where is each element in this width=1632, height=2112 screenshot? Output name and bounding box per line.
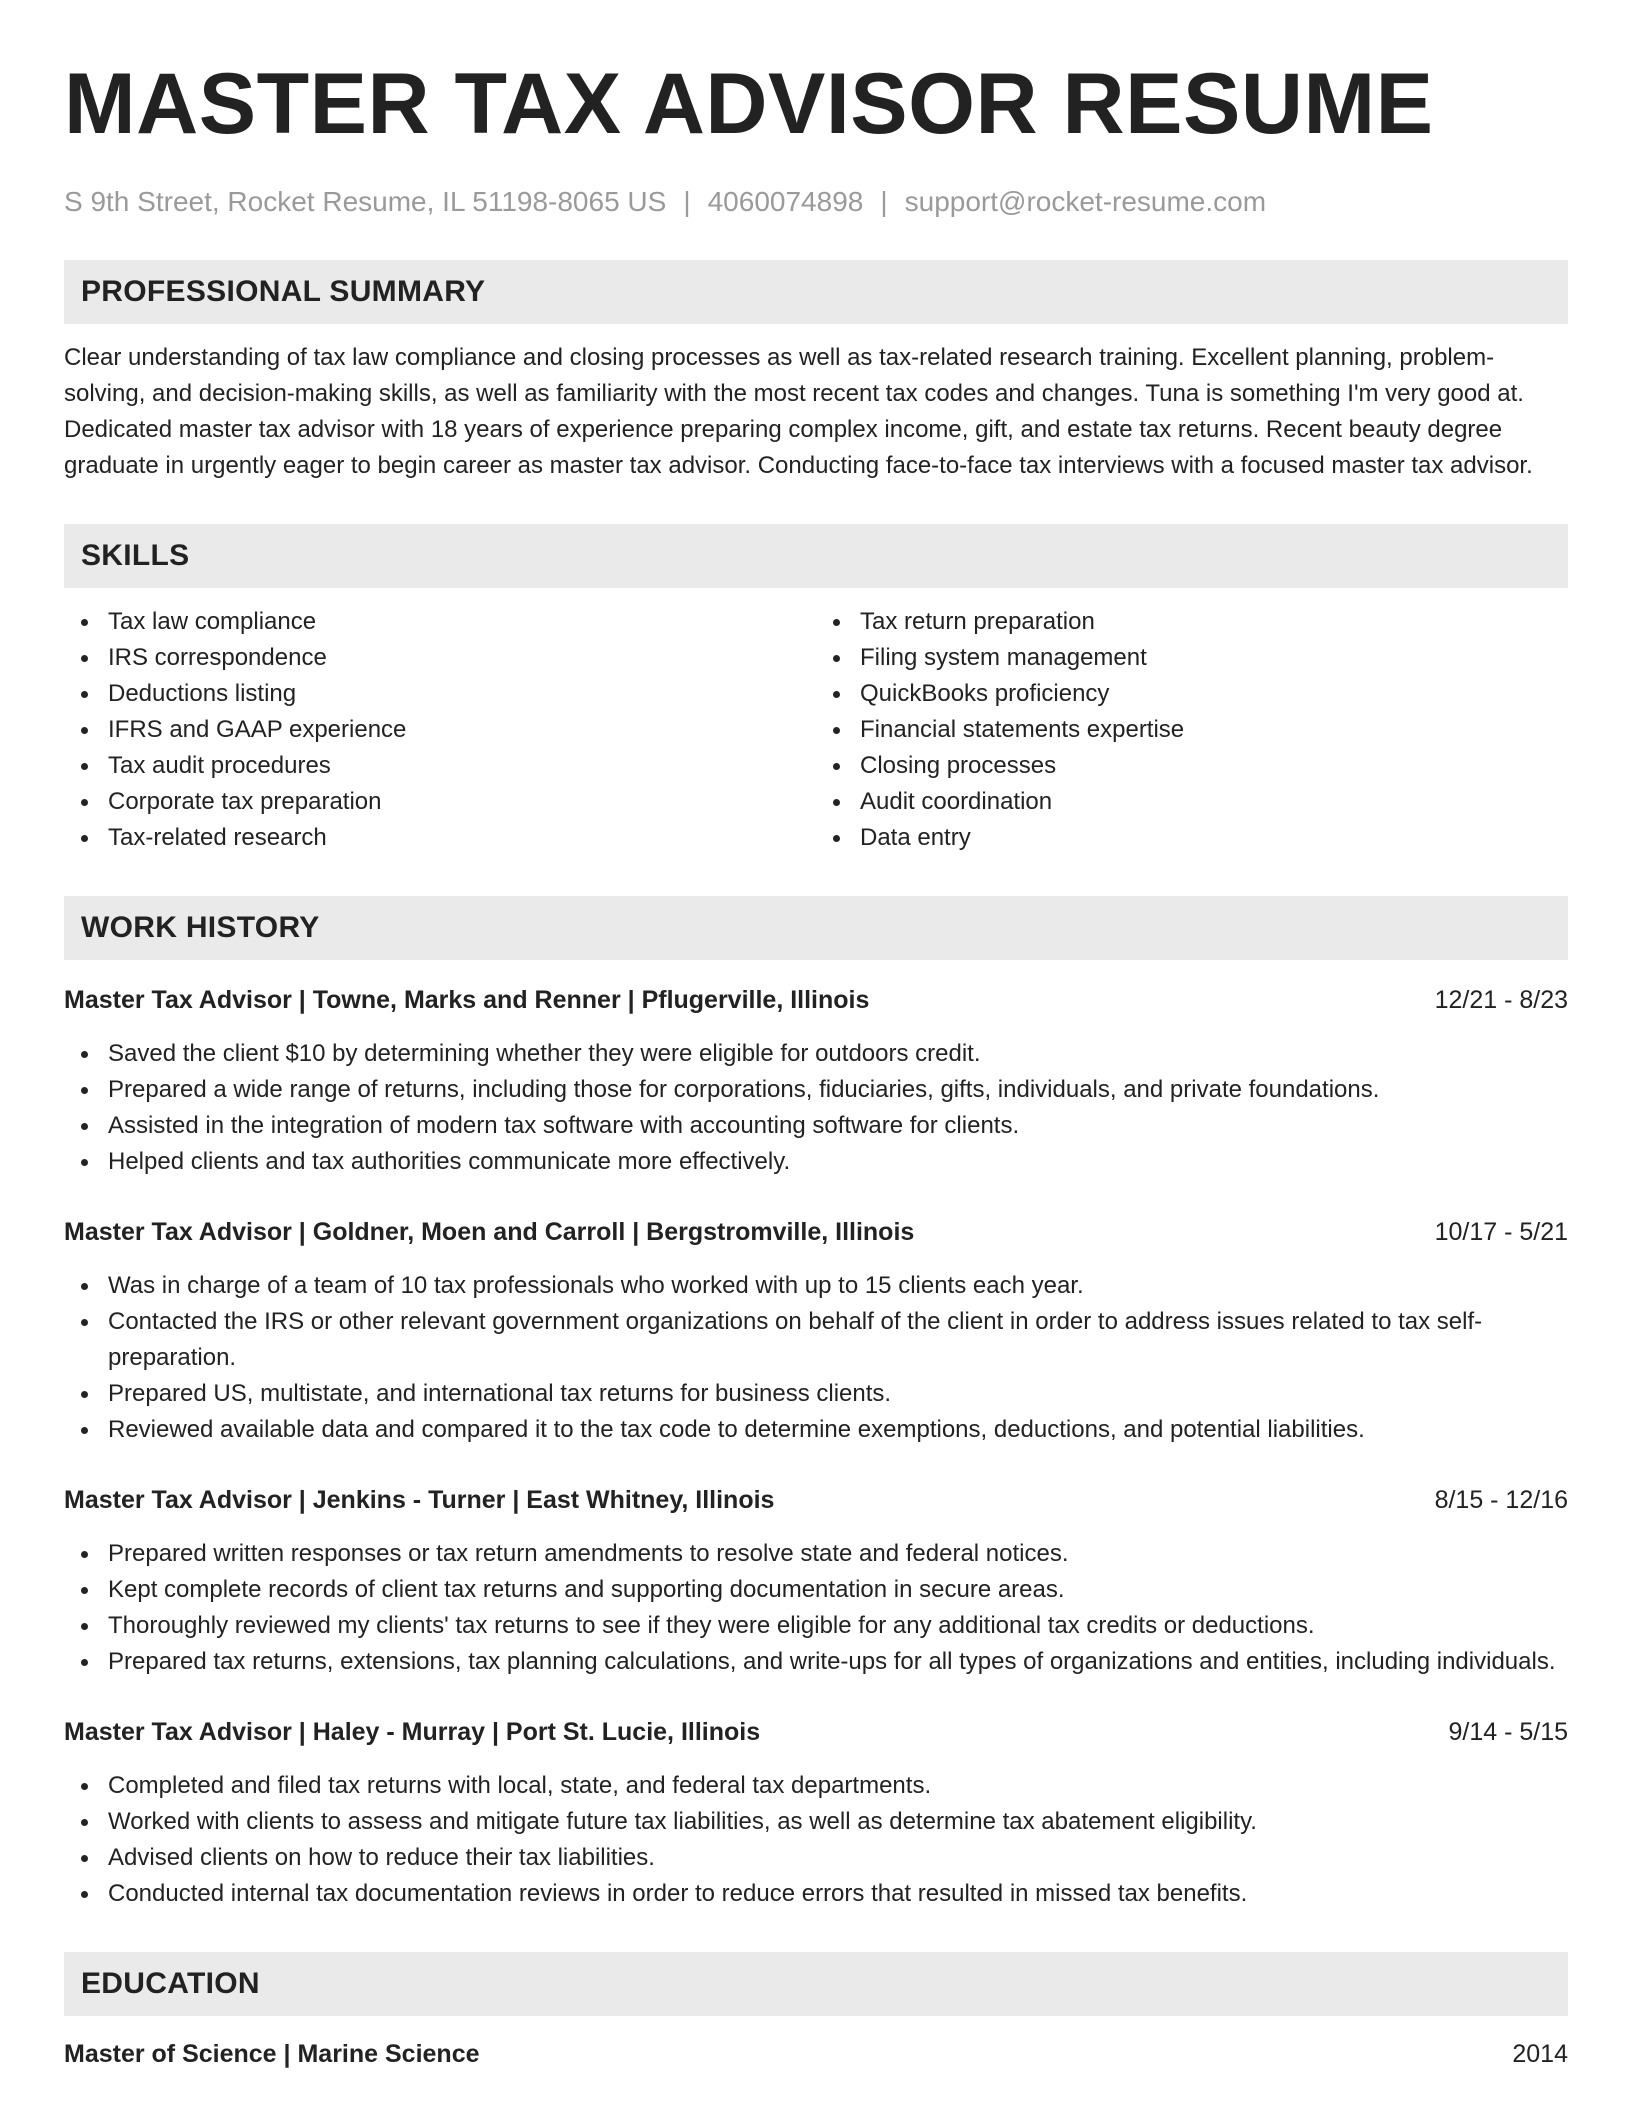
skills-right-list: [816, 604, 1568, 856]
job-entry: [64, 1214, 1568, 1448]
skill-item: Data entry: [860, 820, 1568, 856]
job-bullet: Conducted internal tax documentation reviews in order to reduce errors that resulted in missed tax benefits.: [108, 1876, 1568, 1912]
summary-text: Clear understanding of tax law compliance and closing processes as well as tax-related research training. Excellent planning, problem-solving, and decision-making skills, as well as familiarity with the most recent tax codes and changes. Tuna is something I'm very good at. Dedicated master tax advisor with 18 years of experience preparing complex income, gift, and estate tax returns. Recent beauty degree graduate in urgently eager to begin career as master tax advisor. Conducting face-to-face tax interviews with a focused master tax advisor.: [64, 344, 1533, 479]
job-bullet: Advised clients on how to reduce their tax liabilities.: [108, 1840, 1568, 1876]
job-bullet: Contacted the IRS or other relevant government organizations on behalf of the client in order to address issues related to tax self-preparation.: [108, 1304, 1568, 1376]
work-history-section: [64, 896, 1568, 1912]
summary-heading: PROFESSIONAL SUMMARY: [64, 260, 1568, 324]
contact-separator: |: [683, 186, 691, 217]
degree-year: 2014: [1512, 2040, 1568, 2068]
job-entry: [64, 1714, 1568, 1912]
contact-email: support@rocket-resume.com: [904, 186, 1267, 217]
skills-section: [64, 524, 1568, 856]
job-bullet: Was in charge of a team of 10 tax professionals who worked with up to 15 clients each year.: [108, 1268, 1568, 1304]
contact-line: [64, 184, 1568, 220]
skill-item: Tax-related research: [108, 820, 816, 856]
job-header: [64, 1214, 1568, 1250]
contact-separator: |: [880, 186, 888, 217]
skills-left-list: [64, 604, 816, 856]
education-section: [64, 1952, 1568, 2072]
job-bullet: Assisted in the integration of modern tax software with accounting software for clients.: [108, 1108, 1568, 1144]
job-header: [64, 982, 1568, 1018]
job-dates: 9/14 - 5/15: [1448, 1718, 1568, 1746]
job-bullet: Saved the client $10 by determining whether they were eligible for outdoors credit.: [108, 1036, 1568, 1072]
job-header: [64, 1482, 1568, 1518]
job-dates: 12/21 - 8/23: [1434, 986, 1568, 1014]
resume-title: MASTER TAX ADVISOR RESUME: [64, 56, 1434, 152]
skill-item: QuickBooks proficiency: [860, 676, 1568, 712]
job-entry: [64, 982, 1568, 1180]
skill-item: Financial statements expertise: [860, 712, 1568, 748]
job-bullet: Prepared tax returns, extensions, tax planning calculations, and write-ups for all types of organizations and entities, including individuals.: [108, 1644, 1568, 1680]
education-entry: [64, 2036, 1568, 2072]
degree-title: Master of Science | Marine Science: [64, 2040, 480, 2068]
job-bullets: [64, 1768, 1568, 1912]
job-header: [64, 1714, 1568, 1750]
work-history-heading: WORK HISTORY: [64, 896, 1568, 960]
job-bullet: Reviewed available data and compared it to the tax code to determine exemptions, deductions, and potential liabilities.: [108, 1412, 1568, 1448]
job-bullet: Worked with clients to assess and mitigate future tax liabilities, as well as determine tax abatement eligibility.: [108, 1804, 1568, 1840]
job-bullets: [64, 1036, 1568, 1180]
skill-item: IRS correspondence: [108, 640, 816, 676]
job-entry: [64, 1482, 1568, 1680]
skill-item: Deductions listing: [108, 676, 816, 712]
job-bullet: Prepared written responses or tax return amendments to resolve state and federal notices.: [108, 1536, 1568, 1572]
education-heading: EDUCATION: [64, 1952, 1568, 2016]
job-title: Master Tax Advisor | Towne, Marks and Renner | Pflugerville, Illinois: [64, 986, 870, 1014]
skill-item: Tax return preparation: [860, 604, 1568, 640]
skill-item: Tax audit procedures: [108, 748, 816, 784]
job-bullet: Prepared US, multistate, and international tax returns for business clients.: [108, 1376, 1568, 1412]
job-bullet: Kept complete records of client tax returns and supporting documentation in secure areas.: [108, 1572, 1568, 1608]
skill-item: Corporate tax preparation: [108, 784, 816, 820]
job-bullets: [64, 1536, 1568, 1680]
summary-section: [64, 260, 1568, 484]
job-title: Master Tax Advisor | Haley - Murray | Port St. Lucie, Illinois: [64, 1718, 761, 1746]
skill-item: IFRS and GAAP experience: [108, 712, 816, 748]
skills-heading: SKILLS: [64, 524, 1568, 588]
skill-item: Audit coordination: [860, 784, 1568, 820]
job-dates: 10/17 - 5/21: [1434, 1218, 1568, 1246]
job-bullet: Completed and filed tax returns with local, state, and federal tax departments.: [108, 1768, 1568, 1804]
job-bullets: [64, 1268, 1568, 1448]
job-title: Master Tax Advisor | Goldner, Moen and Carroll | Bergstromville, Illinois: [64, 1218, 915, 1246]
job-bullet: Thoroughly reviewed my clients' tax returns to see if they were eligible for any additional tax credits or deductions.: [108, 1608, 1568, 1644]
contact-address: S 9th Street, Rocket Resume, IL 51198-8065 US: [64, 186, 667, 217]
job-bullet: Prepared a wide range of returns, including those for corporations, fiduciaries, gifts, individuals, and private foundations.: [108, 1072, 1568, 1108]
contact-phone: 4060074898: [707, 186, 864, 217]
skills-columns: [64, 604, 1568, 856]
skill-item: Tax law compliance: [108, 604, 816, 640]
skill-item: Closing processes: [860, 748, 1568, 784]
job-dates: 8/15 - 12/16: [1434, 1486, 1568, 1514]
job-bullet: Helped clients and tax authorities communicate more effectively.: [108, 1144, 1568, 1180]
skill-item: Filing system management: [860, 640, 1568, 676]
job-title: Master Tax Advisor | Jenkins - Turner | East Whitney, Illinois: [64, 1486, 775, 1514]
